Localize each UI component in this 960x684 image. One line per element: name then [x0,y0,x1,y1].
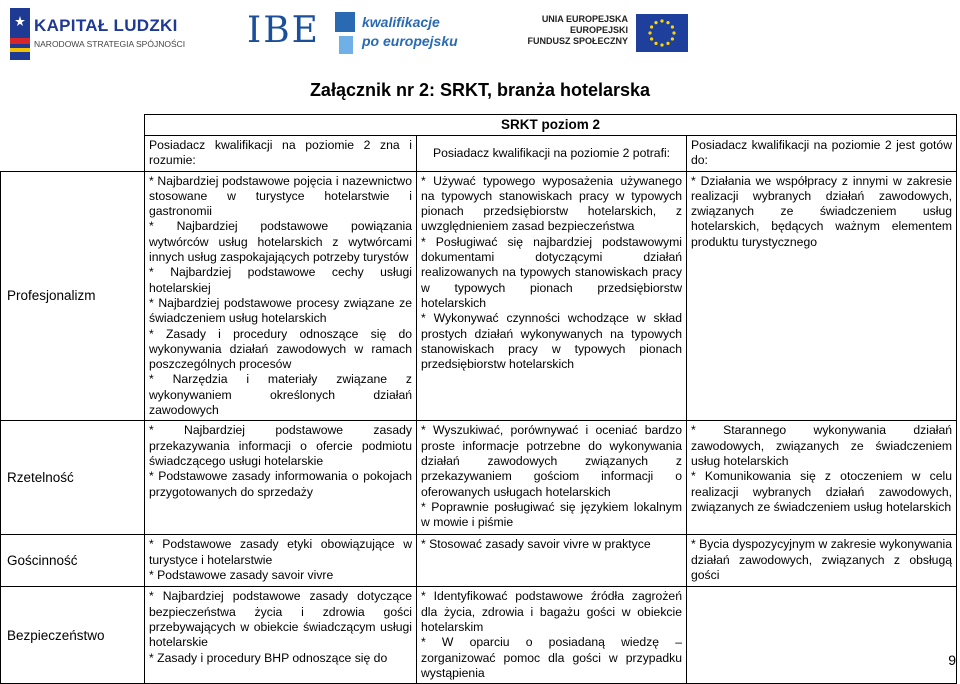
list-item: * Posługiwać się najbardziej podstawowymi dokumentami dotyczącymi działań realizowanych na typowych stanowiskach pracy w typowych pionach przedsiębiorstw hotelarskich [421,234,682,310]
list-item: * Wyszukiwać, porównywać i oceniać bardzo proste informacje potrzebne do wykonywania działań zawodowych związanych z przekazywaniem gościom informacji o oferowanych usługach hotelarskich [421,423,682,499]
knows-cell [145,421,417,535]
col-header-can: Posiadacz kwalifikacji na poziomie 2 potrafi: [417,136,687,172]
list-item: * Najbardziej podstawowe powiązania wytwórców usług hotelarskich z wytwórcami innych usług zaspokajających potrzeby turystów [149,219,412,265]
kwalifikacje-line2: po europejsku [362,33,458,49]
list-item: * Najbardziej podstawowe cechy usługi hotelarskiej [149,265,412,295]
list-item: * Starannego wykonywania działań zawodowych, związanych ze świadczeniem usług hotelarskich [691,423,953,468]
kapital-ludzki-subtitle: NARODOWA STRATEGIA SPÓJNOŚCI [34,39,186,49]
eu-line1: UNIA EUROPEJSKA [541,14,628,24]
list-item: * Komunikowania się z otoczeniem w celu realizacji wybranych działań zawodowych, związanych ze świadczeniem usług hotelarskich [691,469,953,514]
list-item: * Bycia dyspozycyjnym w zakresie wykonywania działań zawodowych, związanych z obsługą gości [691,537,953,582]
eu-logo [480,14,690,54]
col-header-ready: Posiadacz kwalifikacji na poziomie 2 jest gotów do: [687,136,957,172]
list-item: * Podstawowe zasady etyki obowiązujące w turystyce i hotelarstwie [149,537,412,567]
kapital-ludzki-mark-icon [10,8,30,60]
row-label: Bezpieczeństwo [1,587,145,684]
ready-cell [687,171,957,421]
list-item: * Działania we współpracy z innymi w zakresie realizacji wybranych działań zawodowych, związanych ze świadczeniem usług hotelarskich, będących ważnym elementem produktu turystycznego [691,173,953,249]
list-item: * Zasady i procedury odnoszące się do wykonywania działań zawodowych w ramach poszczególnych procesów [149,326,412,372]
table-row [1,535,957,587]
table-row [1,171,957,421]
can-cell [417,587,687,684]
table-row [1,421,957,535]
ready-cell [687,421,957,535]
srkt-table [0,114,957,684]
kwalifikacje-logo [335,10,458,58]
col-header-knows: Posiadacz kwalifikacji na poziomie 2 zna i rozumie: [145,136,417,172]
kwalifikacje-line1: kwalifikacje [362,14,440,30]
list-item: * Stosować zasady savoir vivre w praktyce [421,537,651,552]
knows-cell [145,171,417,421]
eu-logo-text [480,14,628,47]
list-item: * Najbardziej podstawowe zasady przekazywania informacji o ofercie podmiotu świadczącego usługi hotelarskie [149,423,412,468]
can-cell [417,421,687,535]
ibe-text: IBE [247,10,320,51]
list-item: * Wykonywać czynności wchodzące w skład prostych działań wykonywanych na typowych stanowiskach pracy w typowych pionach przedsiębiorstw hotelarskich [421,311,682,372]
logo-bar [0,0,960,70]
kapital-ludzki-title: KAPITAŁ LUDZKI [34,16,178,35]
list-item: * W oparciu o posiadaną wiedzę – zorganizować pomoc dla gości w przypadku wystąpienia [421,635,682,680]
list-item: * Używać typowego wyposażenia używanego na typowych stanowiskach pracy w typowych pionach przedsiębiorstw hotelarskich, z uwzględnieniem zasad bezpieczeństwa [421,173,682,234]
eu-line2: EUROPEJSKI [569,25,628,35]
row-label: Rzetelność [1,421,145,535]
list-item: * Podstawowe zasady informowania o pokojach przygotowanych do sprzedaży [149,469,412,499]
list-item: * Poprawnie posługiwać się językiem lokalnym w mowie i piśmie [421,499,682,530]
kapital-ludzki-logo [10,8,200,60]
knows-cell [145,587,417,684]
ready-cell [687,587,957,684]
list-item: * Zasady i procedury BHP odnoszące się do [149,650,388,665]
list-item: * Najbardziej podstawowe zasady dotyczące bezpieczeństwa życia i zdrowia gości przebywających w obiekcie świadczącym usługi hotelarskie [149,589,412,650]
page-title: Załącznik nr 2: SRKT, branża hotelarska [309,80,651,100]
list-item: * Najbardziej podstawowe procesy związane ze świadczeniem usług hotelarskich [149,295,412,326]
list-item: * Najbardziej podstawowe pojęcia i nazewnictwo stosowane w turystyce hotelarstwie i gastronomii [149,173,412,219]
list-item: * Narzędzia i materiały związane z wykonywaniem określonych działań zawodowych [149,372,412,418]
can-cell [417,535,687,587]
page-number: 9 [948,652,956,668]
level-header: SRKT poziom 2 [145,115,957,136]
kwalifikacje-mark-icon [335,12,355,56]
knows-cell [145,535,417,587]
ibe-logo [247,10,327,56]
row-label: Profesjonalizm [1,171,145,421]
eu-flag-icon [636,14,688,52]
list-item: * Podstawowe zasady savoir vivre [149,567,334,582]
table-row [1,587,957,684]
list-item: * Identyfikować podstawowe źródła zagrożeń dla życia, zdrowia i bagażu gości w obiekcie hotelarskim [421,589,682,634]
row-label: Gościnność [1,535,145,587]
can-cell [417,171,687,421]
empty-corner-cell [1,115,145,172]
ready-cell [687,535,957,587]
eu-line3: FUNDUSZ SPOŁECZNY [527,36,628,46]
